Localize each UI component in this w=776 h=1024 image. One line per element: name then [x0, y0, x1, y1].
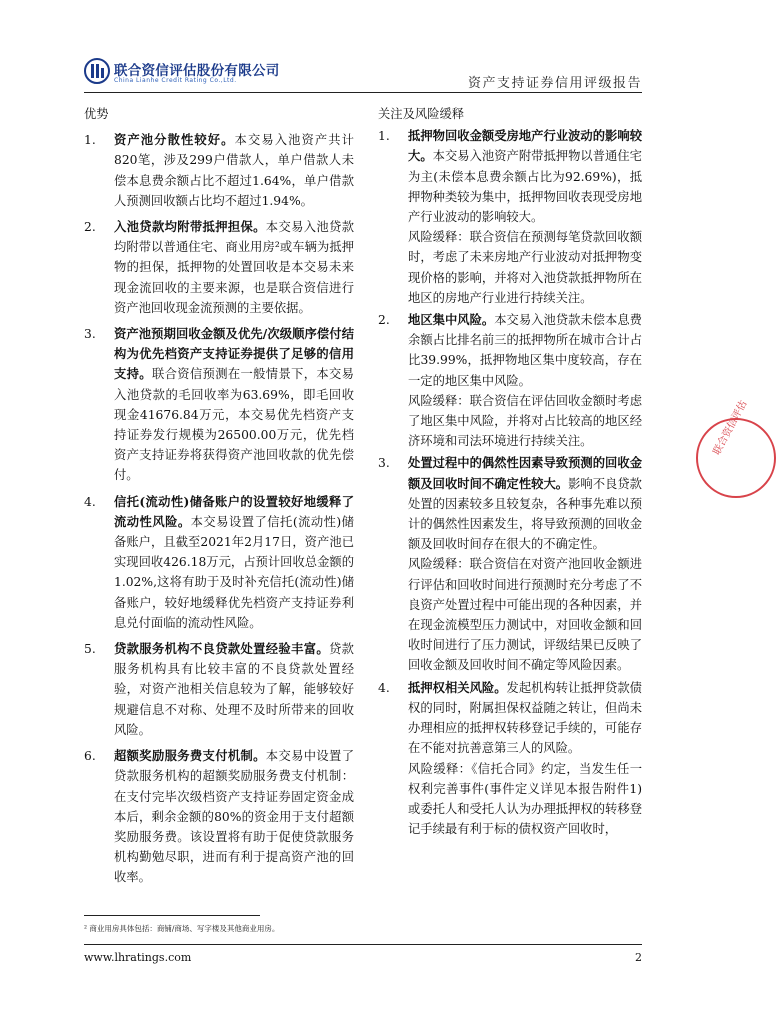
- strength-item: 6. 超额奖励服务费支付机制。本交易中设置了贷款服务机构的超额奖励服务费支付机制：在支付完毕次级档资产支持证券固定资金成本后，剩余金额的80%的资金用于支付超额奖励服务费。该设置将有助于促使贷款服务机构勤勉尽职，进而有利于提高资产池的回收率。: [84, 748, 354, 885]
- page-header: [84, 58, 642, 92]
- strength-item: 4. 信托(流动性)储备账户的设置较好地缓释了流动性风险。本交易设置了信托(流动性)储备账户，且截至2021年2月17日，资产池已实现回收426.18万元，占预计回收总金额的1.02%,这将有助于及时补充信托(流动性)储备账户，较好地缓释优先档资产支持证券利息兑付面临的流动性风险。: [84, 493, 354, 630]
- footer-divider: [84, 944, 642, 945]
- report-title: 资产支持证券信用评级报告: [467, 76, 642, 91]
- website-link[interactable]: www.lhratings.com: [84, 951, 192, 964]
- header-divider: [84, 92, 642, 93]
- risk-mitigation: 风险缓释：联合资信在评估回收金额时考虑了地区集中风险，并将对占比较高的地区经济环境和司法环境进行持续关注。: [408, 393, 642, 449]
- strength-item: 2. 入池贷款均附带抵押担保。本交易入池贷款均附带以普通住宅、商业用房²或车辆为抵押物的担保，抵押物的处置回收是本交易未来现金流回收的主要来源，也是联合资信进行资产池回收现金流预测的主要依据。: [84, 219, 354, 315]
- concerns-column: [378, 104, 642, 839]
- company-seal-stamp: 联合资信评估: [696, 418, 776, 498]
- company-name-cn: 联合资信评估股份有限公司: [114, 63, 280, 79]
- strengths-column: [84, 104, 354, 888]
- concerns-heading: 关注及风险缓释: [378, 107, 465, 121]
- risk-mitigation: 风险缓释：联合资信在对资产池回收金额进行评估和回收时间进行预测时充分考虑了不良资产处置过程中可能出现的各种因素，并在现金流模型压力测试中，对回收金额和回收时间进行了压力测试，评级结果已反映了回收金额及回收时间不确定等风险因素。: [408, 557, 642, 673]
- concern-item: 1. 抵押物回收金额受房地产行业波动的影响较大。本交易入池资产附带抵押物以普通住宅为主(未偿本息费余额占比为92.69%)，抵押物种类较为集中，抵押物回收表现受房地产行业波动的影响较大。 风险缓释：联合资信在预测每笔贷款回收额时，考虑了未来房地产行业波动对抵押物变现价格的影响，并将对入池贷款抵押物所在地区的房地产行业进行持续关注。: [378, 126, 642, 308]
- concern-item: 4. 抵押权相关风险。发起机构转让抵押贷款债权的同时，附属担保权益随之转让，但尚未办理相应的抵押权转移登记手续的，可能存在不能对抗善意第三人的风险。 风险缓释：《信托合同》约定，当发生任一权利完善事件(事件定义详见本报告附件1)或委托人和受托人认为办理抵押权的转移登记手续最有利于标的债权资产回收时，: [378, 678, 642, 840]
- risk-mitigation: 风险缓释：《信托合同》约定，当发生任一权利完善事件(事件定义详见本报告附件1)或委托人和受托人认为办理抵押权的转移登记手续最有利于标的债权资产回收时，: [408, 761, 642, 837]
- strength-item: 5. 贷款服务机构不良贷款处置经验丰富。贷款服务机构具有比较丰富的不良贷款处置经验，对资产池相关信息较为了解，能够较好规避信息不对称、处理不及时所带来的回收风险。: [84, 641, 354, 737]
- footnote-divider: [84, 915, 260, 916]
- page-number: 2: [635, 951, 642, 964]
- strength-item: 1. 资产池分散性较好。本交易入池资产共计820笔，涉及299户借款人，单户借款人未偿本息费余额占比不超过1.64%，单户借款人预测回收额占比均不超过1.94%。: [84, 132, 354, 208]
- strength-item: 3. 资产池预期回收金额及优先/次级顺序偿付结构为优先档资产支持证券提供了足够的信用支持。联合资信预测在一般情景下，本交易入池贷款的毛回收率为63.69%，即毛回收现金41676.84万元，本交易优先档资产支持证券发行规模为26500.00万元，优先档资产支持证券将获得资产池回收款的优先偿付。: [84, 326, 354, 483]
- footnote: ² 商业用房具体包括：商铺/商场、写字楼及其他商业用房。: [84, 924, 280, 933]
- concern-item: 2. 地区集中风险。本交易入池贷款未偿本息费余额占比排名前三的抵押物所在城市合计占比39.99%，抵押物地区集中度较高，存在一定的地区集中风险。 风险缓释：联合资信在评估回收金额时考虑了地区集中风险，并将对占比较高的地区经济环境和司法环境进行持续关注。: [378, 310, 642, 451]
- risk-mitigation: 风险缓释：联合资信在预测每笔贷款回收额时，考虑了未来房地产行业波动对抵押物变现价格的影响，并将对入池贷款抵押物所在地区的房地产行业进行持续关注。: [408, 230, 642, 305]
- strengths-heading: 优势: [84, 107, 109, 121]
- company-name-en: China Lianhe Credit Rating Co.,Ltd.: [114, 77, 237, 84]
- concern-item: 3. 处置过程中的偶然性因素导致预测的回收金额及回收时间不确定性较大。影响不良贷款处置的因素较多且较复杂，各种事先难以预计的偶然性因素发生，将导致预测的回收金额及回收时间存在很大的不确定性。 风险缓释：联合资信在对资产池回收金额进行评估和回收时间进行预测时充分考虑了不良资产处置过程中可能出现的各种因素，并在现金流模型压力测试中，对回收金额和回收时间进行了压力测试，评级结果已反映了回收金额及回收时间不确定等风险因素。: [378, 453, 642, 675]
- company-logo-icon: [84, 58, 110, 84]
